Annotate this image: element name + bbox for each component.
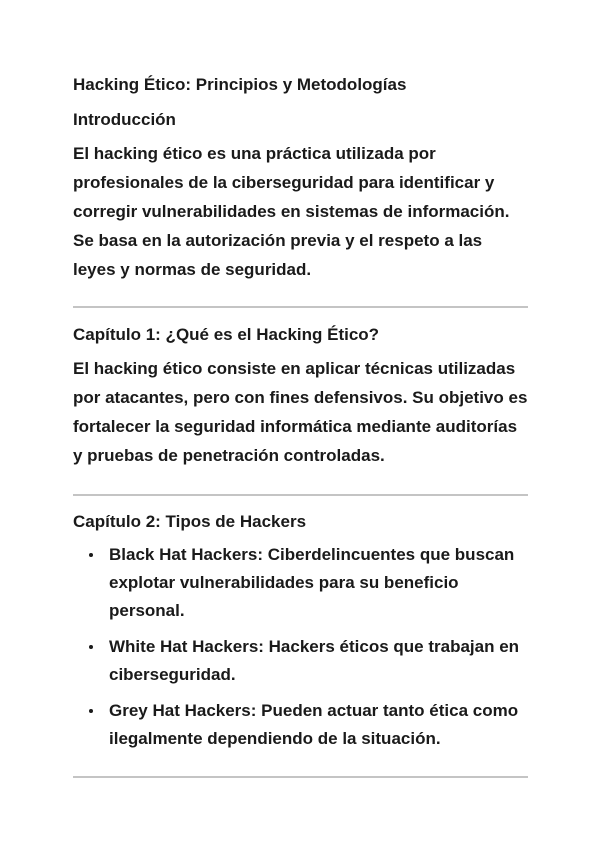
document-title: Hacking Ético: Principios y Metodologías bbox=[73, 75, 407, 94]
chapter1-section bbox=[73, 322, 528, 470]
section-divider bbox=[73, 494, 528, 496]
list-item bbox=[73, 697, 528, 753]
intro-section bbox=[73, 107, 528, 284]
hacker-types-list bbox=[73, 541, 528, 753]
section-divider bbox=[73, 776, 528, 778]
list-item-text: Black Hat Hackers: Ciberdelincuentes que buscan explotar vulnerabilidades para su beneficio personal. bbox=[109, 545, 515, 620]
list-item-text: White Hat Hackers: Hackers éticos que trabajan en ciberseguridad. bbox=[109, 637, 520, 684]
chapter1-heading: Capítulo 1: ¿Qué es el Hacking Ético? bbox=[73, 325, 380, 344]
chapter1-paragraph: El hacking ético consiste en aplicar técnicas utilizadas por atacantes, pero con fines defensivos. Su objetivo es fortalecer la seguridad informática mediante auditorías y pruebas de penetración controladas. bbox=[73, 359, 528, 465]
chapter2-heading: Capítulo 2: Tipos de Hackers bbox=[73, 512, 307, 531]
document-page bbox=[73, 72, 528, 778]
chapter2-section bbox=[73, 509, 528, 753]
bullet-icon bbox=[89, 645, 93, 649]
intro-heading: Introducción bbox=[73, 110, 176, 129]
list-item bbox=[73, 541, 528, 625]
list-item bbox=[73, 633, 528, 689]
bullet-icon bbox=[89, 709, 93, 713]
intro-paragraph: El hacking ético es una práctica utilizada por profesionales de la ciberseguridad para identificar y corregir vulnerabilidades en sistemas de información. Se basa en la autorización previa y el respeto a las leyes y normas de seguridad. bbox=[73, 144, 510, 279]
section-divider bbox=[73, 306, 528, 308]
bullet-icon bbox=[89, 553, 93, 557]
list-item-text: Grey Hat Hackers: Pueden actuar tanto ética como ilegalmente dependiendo de la situación. bbox=[109, 701, 519, 748]
